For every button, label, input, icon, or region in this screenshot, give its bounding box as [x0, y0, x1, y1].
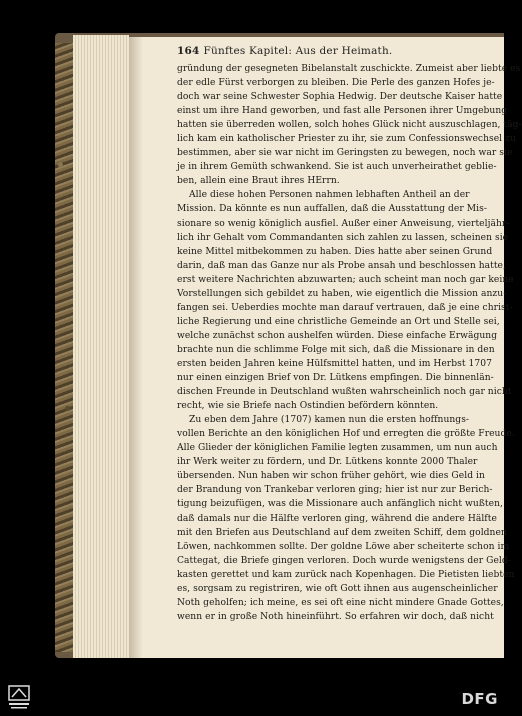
page-gutter-shadow [129, 37, 143, 658]
text-line: der edle Fürst verborgen zu bleiben. Die Perle des ganzen Hofes je- [177, 78, 495, 89]
text-line: hatten sie überreden wollen, solch hohes Glück nicht auszuschlagen, täg- [177, 120, 522, 131]
text-line: recht, wie sie Briefe nach Ostindien befördern könnten. [177, 401, 439, 412]
text-line: übersenden. Nun haben wir schon früher gehört, wie dies Geld in [177, 471, 485, 482]
page-number: 164 [177, 45, 200, 57]
text-line: Zu eben dem Jahre (1707) kamen nun die ersten hoffnungs- [189, 415, 470, 426]
text-line: sionare so wenig königlich ausfiel. Außer einer Anweisung, vierteljähr- [177, 218, 510, 229]
marbled-edge [55, 43, 73, 652]
dfg-logo: DFG [461, 690, 498, 708]
text-line: brachte nun die schlimme Folge mit sich, daß die Missionare in den [177, 344, 495, 355]
text-line: daß damals nur die Hälfte verloren ging, während die andere Hälfte [177, 513, 497, 524]
text-line: gründung der gesegneten Bibelanstalt zuschickte. Zumeist aber liebte es [177, 64, 521, 74]
text-line: Noth geholfen; ich meine, es sei oft eine nicht mindere Gnade Gottes, [177, 597, 504, 608]
text-line: darin, daß man das Ganze nur als Probe ansah und beschlossen hatte, [177, 260, 506, 271]
running-title: Fünftes Kapitel: Aus der Heimath. [203, 45, 393, 57]
text-line: liche Regierung und eine christliche Gemeinde an Ort und Stelle sei, [177, 316, 500, 327]
text-line: Mission. Da könnte es nun auffallen, daß die Ausstattung der Mis- [177, 204, 487, 215]
text-line: es, sorgsam zu registriren, wie oft Gott ihnen aus augenscheinlicher [177, 583, 498, 594]
text-line: wenn er in große Noth hineinführt. So erfahren wir doch, daß nicht [177, 611, 494, 622]
text-line: Löwen, nachkommen sollte. Der goldne Löwe aber scheiterte schon im [177, 541, 510, 552]
text-line: keine Mittel mitbekommen zu haben. Dies hatte aber seinen Grund [177, 246, 493, 257]
text-line: mit den Briefen aus Deutschland auf dem zweiten Schiff, dem goldnen [177, 527, 507, 538]
text-line: tigung beizufügen, was die Missionare auch anfänglich nicht wußten, [177, 499, 503, 510]
text-line: erst weitere Nachrichten abzuwarten; auch scheint man noch gar keine [177, 274, 514, 285]
text-line: nur einen einzigen Brief von Dr. Lütkens empfingen. Die binnenlän- [177, 373, 494, 384]
text-line: einst um ihre Hand geworben, und fast alle Personen ihrer Umgebung [177, 106, 508, 117]
text-line: lich ihr Gehalt vom Commandanten sich zahlen zu lassen, scheinen sie [177, 232, 509, 243]
text-line: fangen sei. Ueberdies mochte man darauf vertrauen, daß je eine christ- [177, 302, 513, 313]
page-edges [73, 35, 129, 658]
text-line: dischen Freunde in Deutschland wußten wahrscheinlich noch gar nicht [177, 387, 512, 398]
library-logo-icon [6, 684, 32, 712]
text-line: der Brandung von Trankebar verloren ging; hier ist nur zur Berich- [177, 485, 493, 496]
text-line: Vorstellungen sich gebildet zu haben, wie eigentlich die Mission anzu- [177, 288, 507, 299]
text-line: Alle diese hohen Personen nahmen lebhaften Antheil an der [189, 190, 470, 201]
text-line: kasten gerettet und kam zurück nach Kopenhagen. Die Pietisten liebten [177, 569, 515, 580]
text-line: welche zunächst schon aushelfen würden. Diese einfache Erwägung [177, 330, 498, 341]
library-logo [6, 684, 32, 712]
text-line: Cattegat, die Briefe gingen verloren. Doch wurde wenigstens der Geld- [177, 555, 511, 566]
text-line: ihr Werk weiter zu fördern, und Dr. Lütkens konnte 2000 Thaler [177, 457, 478, 468]
page-text [177, 62, 522, 624]
text-line: Alle Glieder der königlichen Familie legten zusammen, um nun auch [177, 443, 498, 454]
text-line: ersten beiden Jahren keine Hülfsmittel hatten, und im Herbst 1707 [177, 358, 492, 369]
text-line: je in ihrem Gemüth schwankend. Sie ist auch unverheirathet geblie- [177, 162, 497, 173]
text-line: bestimmen, aber sie war nicht im Geringsten zu bewegen, noch war sie [177, 148, 513, 159]
text-line: doch war seine Schwester Sophia Hedwig. Der deutsche Kaiser hatte [177, 92, 503, 103]
text-line: ben, allein eine Braut ihres HErrn. [177, 176, 340, 187]
text-line: lich kam ein katholischer Priester zu ihr, sie zum Confessionswechsel zu [177, 134, 516, 145]
text-line: vollen Berichte an den königlichen Hof und erregten die größte Freude. [177, 429, 515, 440]
